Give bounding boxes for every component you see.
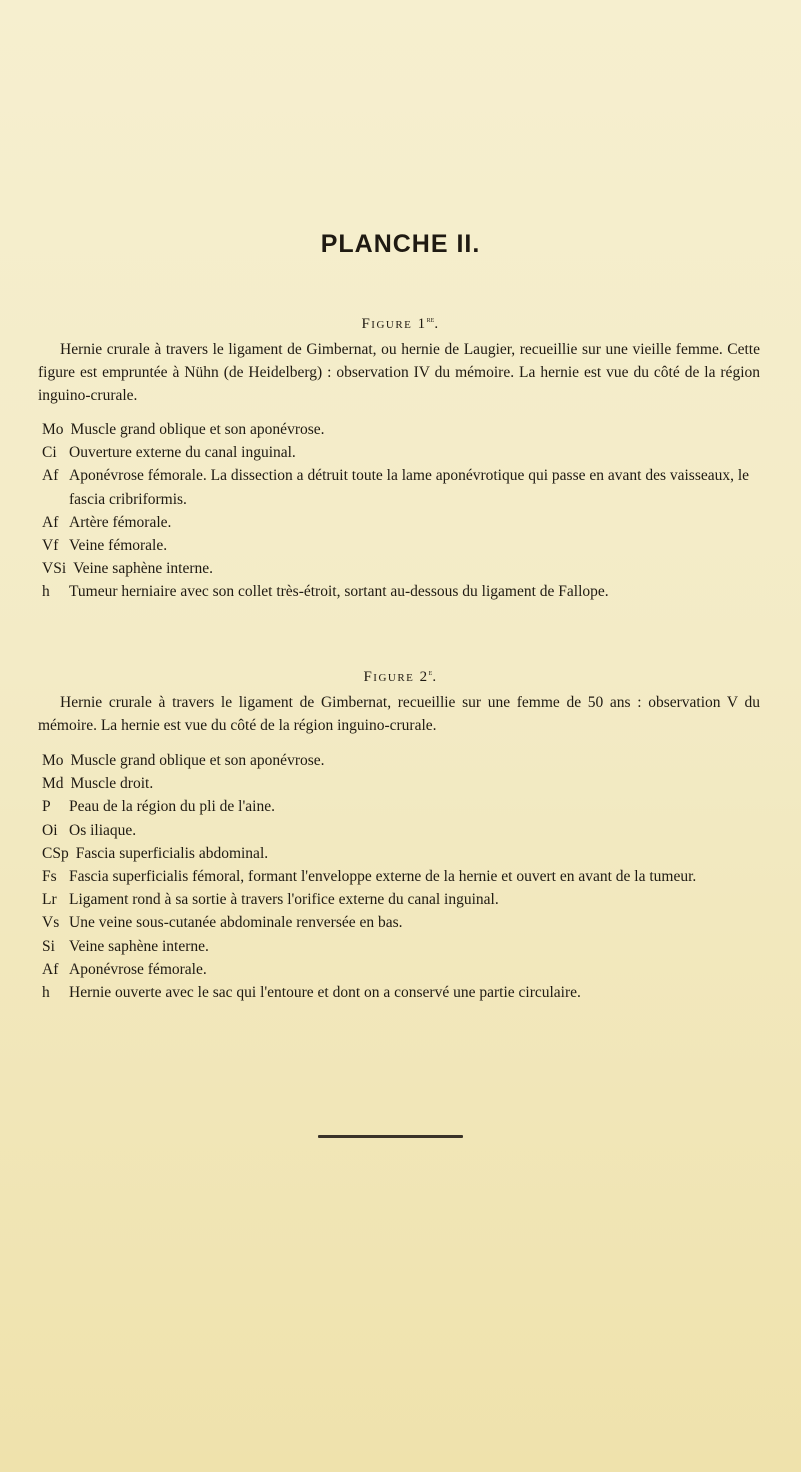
legend-text: Aponévrose fémorale. La dissection a détruit toute la lame aponévrotique qui passe en avant des vaisseaux, le fascia cribriformis. [69, 467, 750, 508]
legend-item [42, 981, 754, 1004]
legend-text: Os iliaque. [69, 821, 137, 839]
legend-text: Muscle grand oblique et son aponévrose. [70, 421, 325, 438]
figure2-description: Hernie crurale à travers le ligament de Gimbernat, recueillie sur une femme de 50 ans : observation V du mémoire. La hernie est vue du côté de la région inguino-crurale. [38, 694, 760, 734]
legend-text: Muscle droit. [70, 775, 154, 793]
legend-code: Fs [42, 868, 57, 886]
legend-text: Veine fémorale. [69, 537, 168, 555]
legend-item [42, 749, 754, 772]
legend-item [42, 418, 754, 441]
figure2-heading-sup: e [428, 667, 433, 677]
legend-text: Fascia superficialis fémoral, formant l'enveloppe externe de la hernie et ouvert en avant de la tumeur. [69, 868, 697, 886]
legend-item [42, 888, 754, 911]
figure1-description: Hernie crurale à travers le ligament de Gimbernat, ou hernie de Laugier, recueillie sur une vieille femme. Cette figure est empruntée à Nühn (de Heidelberg) : observation IV du mémoire. La hernie est vue du côté de la région inguino-crurale. [38, 341, 760, 404]
legend-item [42, 795, 754, 818]
legend-code: h [42, 984, 50, 1002]
figure2-legend [42, 749, 754, 1004]
legend-text: Tumeur herniaire avec son collet très-étroit, sortant au-dessous du ligament de Fallope. [69, 583, 609, 601]
figure2-heading-label: Figure 2 [363, 669, 429, 685]
legend-text: Veine saphène interne. [73, 560, 213, 578]
figure2-heading [0, 667, 801, 686]
legend-code: Af [42, 467, 59, 485]
legend-code: Mo [42, 421, 64, 438]
figure1-legend [42, 418, 754, 604]
legend-code: Vs [42, 914, 60, 932]
legend-code: Md [42, 775, 64, 793]
legend-item [42, 557, 754, 580]
figure1-heading-sup: re [426, 314, 435, 324]
legend-item [42, 865, 754, 888]
legend-item [42, 511, 754, 534]
end-rule-divider [318, 1135, 463, 1138]
figure1-heading [0, 314, 801, 333]
legend-item [42, 464, 754, 510]
legend-text: Muscle grand oblique et son aponévrose. [70, 752, 325, 769]
legend-text: Fascia superficialis abdominal. [75, 844, 269, 862]
plate-title: PLANCHE II. [320, 230, 481, 258]
legend-item [42, 958, 754, 981]
legend-code: h [42, 583, 50, 601]
legend-code: CSp [42, 844, 69, 862]
legend-text: Hernie ouverte avec le sac qui l'entoure et dont on a conservé une partie circulaire. [69, 984, 581, 1002]
figure2-heading-end: . [432, 669, 438, 685]
legend-item [42, 935, 754, 958]
legend-item [42, 534, 754, 557]
legend-code: VSi [42, 560, 67, 578]
legend-code: Vf [42, 537, 59, 555]
legend-text: Ligament rond à sa sortie à travers l'orifice externe du canal inguinal. [69, 891, 499, 909]
legend-text: Veine saphène interne. [69, 937, 209, 955]
legend-text: Peau de la région du pli de l'aine. [69, 798, 275, 816]
legend-text: Aponévrose fémorale. [69, 960, 207, 978]
legend-item [42, 911, 754, 934]
legend-text: Ouverture externe du canal inguinal. [69, 444, 296, 462]
figure1-heading-label: Figure 1 [361, 316, 427, 332]
legend-code: P [42, 798, 51, 816]
legend-item [42, 842, 754, 865]
legend-item [42, 819, 754, 842]
legend-code: Mo [42, 752, 64, 769]
legend-item [42, 441, 754, 464]
legend-code: Si [42, 937, 55, 955]
legend-text: Artère fémorale. [69, 513, 172, 531]
legend-item [42, 772, 754, 795]
legend-code: Af [42, 513, 59, 531]
figure1-heading-end: . [434, 316, 440, 332]
legend-text: Une veine sous-cutanée abdominale renversée en bas. [69, 914, 403, 932]
legend-code: Af [42, 960, 59, 978]
legend-code: Ci [42, 444, 57, 462]
legend-code: Oi [42, 821, 58, 839]
legend-code: Lr [42, 891, 57, 909]
legend-item [42, 580, 754, 603]
